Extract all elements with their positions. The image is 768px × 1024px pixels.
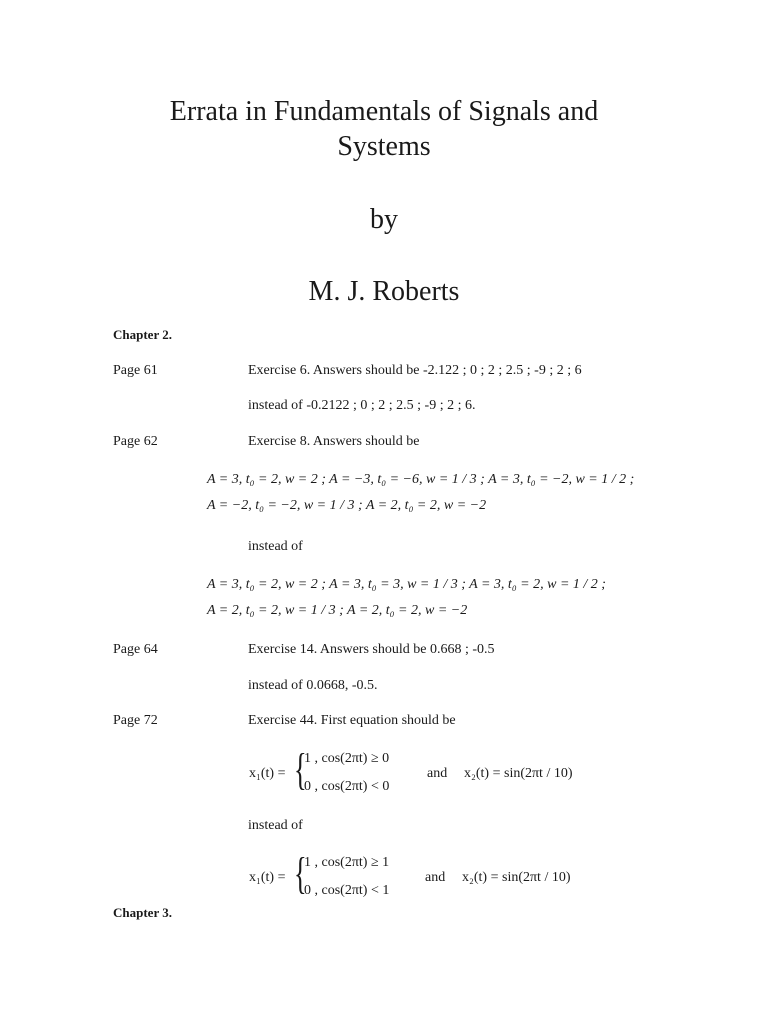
page-72-correct-rhs: x₂(t) = sin(2πt / 10) [464, 766, 573, 781]
page-62-wrong-eq-line2: A = 2, t₀ = 2, w = 1 / 3 ; A = 2, t₀ = 2, w = −2 [207, 603, 468, 618]
page-62-wrong-eq-line1: A = 3, t₀ = 2, w = 2 ; A = 3, t₀ = 3, w = 1 / 3 ; A = 3, t₀ = 2, w = 1 / 2 ; [207, 577, 606, 592]
page-72-instead: instead of [248, 818, 303, 833]
page-72-correct-case1: 1 , cos(2πt) ≥ 0 [304, 751, 390, 766]
left-brace-icon: { [294, 849, 307, 898]
page-62-correct-eq-line2: A = −2, t₀ = −2, w = 1 / 3 ; A = 2, t₀ = 2, w = −2 [207, 498, 487, 513]
page-72-wrong-and: and [425, 870, 446, 885]
page-61-correction: Exercise 6. Answers should be -2.122 ; 0 ; 2 ; 2.5 ; -9 ; 2 ; 6 [248, 363, 582, 378]
document-by: by [370, 204, 398, 235]
page-62-correction: Exercise 8. Answers should be [248, 434, 420, 449]
page-64-instead: instead of 0.0668, -0.5. [248, 678, 378, 693]
left-brace-icon: { [294, 745, 307, 794]
page-72-label: Page 72 [113, 713, 158, 728]
chapter-3-heading: Chapter 3. [113, 905, 172, 920]
page-62-instead: instead of [248, 539, 303, 554]
page-72-correct-lhs: x₁(t) = [249, 766, 286, 781]
page-61-instead: instead of -0.2122 ; 0 ; 2 ; 2.5 ; -9 ; 2 ; 6. [248, 398, 476, 413]
page-72-correct-case2: 0 , cos(2πt) < 0 [304, 779, 390, 794]
page-72-wrong-case1: 1 , cos(2πt) ≥ 1 [304, 855, 390, 870]
document-title-line1: Errata in Fundamentals of Signals and [169, 96, 599, 127]
page-72-wrong-rhs: x₂(t) = sin(2πt / 10) [462, 870, 571, 885]
page-64-correction: Exercise 14. Answers should be 0.668 ; -0.5 [248, 642, 495, 657]
document-title-line2: Systems [337, 131, 431, 162]
page-61-label: Page 61 [113, 363, 158, 378]
page-64-label: Page 64 [113, 642, 158, 657]
page-72-wrong-case2: 0 , cos(2πt) < 1 [304, 883, 390, 898]
page-72-wrong-lhs: x₁(t) = [249, 870, 286, 885]
page-62-correct-eq-line1: A = 3, t₀ = 2, w = 2 ; A = −3, t₀ = −6, w = 1 / 3 ; A = 3, t₀ = −2, w = 1 / 2 ; [207, 472, 635, 487]
page-62-label: Page 62 [113, 434, 158, 449]
page-72-correct-and: and [427, 766, 448, 781]
page-72-correction: Exercise 44. First equation should be [248, 713, 456, 728]
document-author: M. J. Roberts [308, 276, 460, 307]
chapter-2-heading: Chapter 2. [113, 327, 172, 342]
